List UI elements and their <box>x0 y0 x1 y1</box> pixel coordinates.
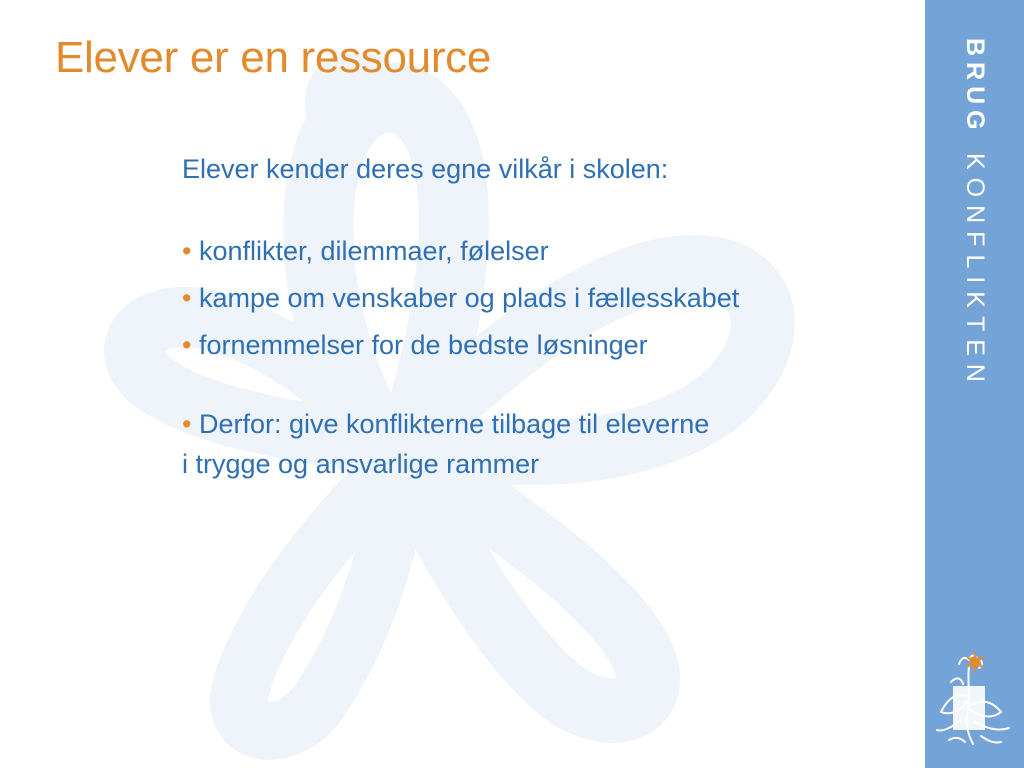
slide-body <box>182 150 882 483</box>
flower-logo-icon <box>931 636 1017 750</box>
bullet-text: fornemmelser for de bedste løsninger <box>198 330 648 360</box>
bullet-dot: • <box>182 236 192 266</box>
bullet-item <box>182 232 882 270</box>
slide-title: Elever er en ressource <box>55 33 492 82</box>
brand-sidebar <box>925 0 1024 768</box>
brand-word-brug: BRUG <box>961 38 989 136</box>
conclusion-line-1: Derfor: give konflikterne tilbage til eleverne <box>198 409 710 439</box>
bullet-item <box>182 279 742 317</box>
intro-text: Elever kender deres egne vilkår i skolen: <box>182 154 669 184</box>
bullet-text: konflikter, dilemmaer, følelser <box>198 236 549 266</box>
bullet-text: kampe om venskaber og plads i fællesskabet <box>198 283 740 313</box>
bullet-dot: • <box>182 283 192 313</box>
conclusion-bullet <box>182 405 882 443</box>
bullet-dot: • <box>182 409 192 439</box>
bullet-dot: • <box>182 330 192 360</box>
bullet-item <box>182 326 882 364</box>
brand-wordmark <box>959 38 991 390</box>
brand-word-konflikten: KONFLIKTEN <box>961 152 989 390</box>
conclusion-line-2: i trygge og ansvarlige rammer <box>182 449 540 479</box>
